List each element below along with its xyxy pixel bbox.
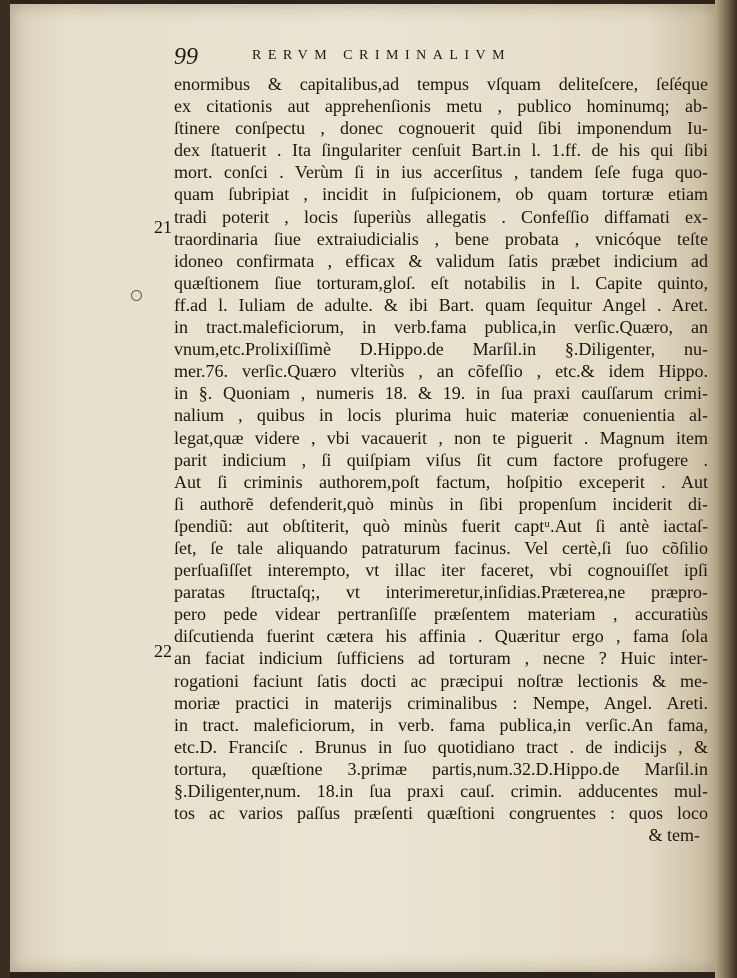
text-line: in tract. maleficiorum, in verb. fama publica,in verſic.An fama, [174, 714, 708, 735]
text-line: tortura, quæſtione 3.primæ partis,num.32.D.Hippo.de Marſil.in [174, 758, 708, 779]
text-line: pero pede videar pertranſiſſe præſentem materiam , accuratiùs [174, 604, 708, 625]
text-line: idoneo confirmata , efficax & validum ſatis præbet indicium ad [174, 250, 708, 271]
text-line: moriæ practici in materijs criminalibus : Nempe, Angel. Areti. [174, 692, 708, 713]
text-line: ſpendiũ: aut obſtiterit, quò minùs fuerit captᵘ.Aut ſi antè iactaſ- [174, 515, 708, 536]
text-line: §.Diligenter,num. 18.in ſua praxi cauſ. crimin. adducentes mul- [174, 781, 708, 801]
text-line: ex citationis aut apprehenſionis metu , publico hominumq; ab- [174, 96, 708, 117]
text-line: ff.ad l. Iuliam de adulte. & ibi Bart. quam ſequitur Angel . Aret. [174, 294, 708, 315]
page-edge [715, 0, 737, 978]
text-line: parit indicium , ſi quiſpiam viſus ſit cum factore profugere . [174, 449, 708, 470]
margin-stain-mark [131, 290, 142, 301]
text-line: vnum,etc.Prolixiſſimè D.Hippo.de Marſil.in §.Diligenter, nu- [174, 339, 708, 360]
text-line: tos ac varios paſſus præſenti quæſtioni congruentes : quos loco [174, 803, 708, 824]
margin-number-21: 21 [154, 217, 172, 237]
text-line: mort. conſci . Verùm ſi in ius accerſitus , tandem ſeſe fuga quo- [174, 162, 708, 183]
text-line: ſtinere conſpectu , donec cognouerit quid ſibi imponendum Iu- [174, 118, 708, 139]
text-line: dex ſtatuerit . Ita ſingulariter cenſuit Bart.in l. 1.ff. de his qui ſibi [174, 140, 708, 161]
text-line: diſcutienda fuerint cætera his affinia . Quæritur ergo , fama ſola [174, 626, 708, 647]
text-line: Aut ſi criminis authorem,poſt factum, hoſpitio exceperit . Aut [174, 471, 708, 492]
text-line: traordinaria ſiue extraiudicialis , bene probata , vnicóque teſte [174, 228, 708, 249]
text-line: perſuaſiſſet interempto, vt illac iter faceret, vbi cognouiſſet ipſi [174, 560, 708, 581]
text-line: mer.76. verſic.Quæro vlteriùs , an cõfeſſio , etc.& idem Hippo. [174, 361, 708, 382]
margin-number-22: 22 [154, 641, 172, 661]
text-line: tradi poterit , locis ſuperiùs allegatis . Confeſſio diffamati ex- [174, 206, 708, 227]
page-number: 99 [174, 44, 198, 70]
book-gutter [0, 0, 10, 978]
text-line: quæſtionem ſiue torturam,gloſ. eſt notabilis in l. Capite quinto, [174, 272, 708, 293]
text-line: ſet, ſe tale aliquando patraturum facinus. Vel certè,ſi ſuo cõſilio [174, 537, 708, 558]
text-line: etc.D. Franciſc . Brunus in ſuo quotidiano tract . de indicijs , & [174, 736, 708, 757]
text-line: an faciat indicium ſufficiens ad torturam , necne ? Huic inter- [174, 648, 708, 669]
text-line: enormibus & capitalibus,ad tempus vſquam deliteſcere, ſeſéque [174, 74, 708, 94]
text-line: in §. Quoniam , numeris 18. & 19. in ſua praxi cauſſarum crimi- [174, 383, 708, 404]
page-header [170, 44, 640, 74]
text-line: rogationi faciunt ſatis docti ac præcipui noſtræ lectionis & me- [174, 670, 708, 691]
text-line: quam ſubripiat , incidit in ſuſpicionem, ob quam torturæ etiam [174, 184, 708, 205]
text-line: nalium , quibus in locis plurima huic materiæ conuenientia al- [174, 405, 708, 426]
text-line: paratas ſtructaſq;, vt interimeretur,inſidias.Prӕterea,ne præpro- [174, 582, 708, 603]
text-line: ſi authorẽ defenderit,quò minùs in ſibi propenſum inciderit di- [174, 493, 708, 514]
text-line: in tract.maleficiorum, in verb.fama publica,in verſic.Quæro, an [174, 317, 708, 338]
text-line: legat,quæ videre , vbi vacauerit , non te piguerit . Magnum item [174, 427, 708, 448]
catchword: & tem- [648, 825, 700, 846]
running-title: RERVM CRIMINALIVM [252, 48, 512, 63]
body-text [174, 73, 708, 846]
